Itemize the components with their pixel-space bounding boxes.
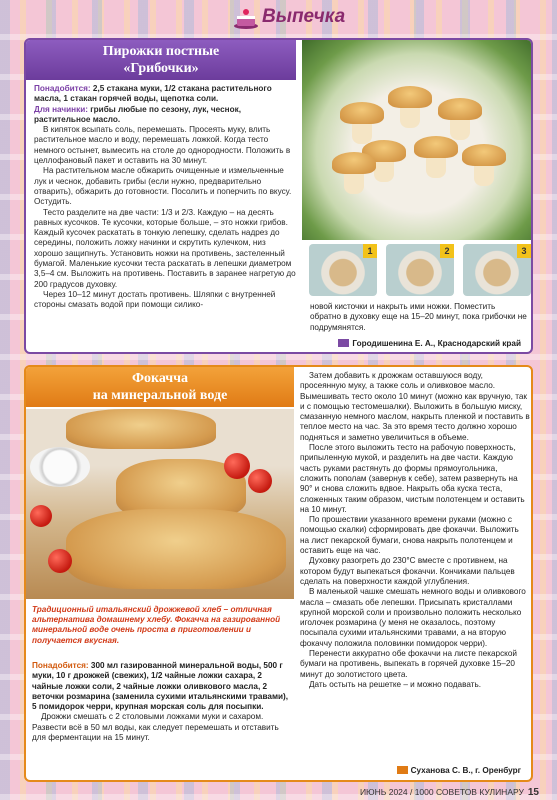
step-number: 1 (363, 244, 377, 258)
recipe2-right-body (300, 371, 530, 690)
recipe2-title-line2: на минеральной воде (92, 388, 228, 403)
recipe1-paragraph: На растительном масле обжарить очищенные и измельченные лук и чеснок, добавить грибы (если нужно, предварительно отварить), обжарить до готовности. Посолить и поперчить по вкусу. Остудить. (34, 166, 292, 207)
recipe2-paragraph: В маленькой чашке смешать немного воды и оливкового масла – смазать обе лепешки. Присыпать кристаллами крупной морской соли и произвольно положить несколько иголочек розмарина (у меня не оказалось, поэтому посыпала сухими итальянскими травами, а на вторую фокаччу положила половинки помидорок черри). (300, 587, 526, 648)
recipe2-paragraph: Дрожжи смешать с 2 столовыми ложками муки и сахаром. Развести всё в 50 мл воды, как следует перемешать и отставить для ферментации на 15 минут. (32, 712, 279, 743)
recipe-focaccia (24, 365, 533, 782)
mushroom-pies-photo (302, 40, 533, 240)
step-number: 3 (517, 244, 531, 258)
mail-icon (397, 766, 408, 774)
ingredients-text: 300 мл газированной минеральной воды, 500 г муки, 10 г дрожжей (свежих), 1/2 чайные ложки сахара, 2 чайные ложки соли, 2 чайные ложки оливкового масла, 2 веточки розмарина (заменила сухими итальянскими травами), 5 помидорок черри, крупная морская соль для посыпки. (32, 661, 289, 712)
recipe-mushroom-pies (24, 38, 533, 354)
recipe2-ingredients (32, 661, 290, 712)
step-photo (463, 244, 531, 296)
recipe2-paragraph: Духовку разогреть до 230°С вместе с противнем, на котором будут выпекаться фокаччи. Кончиками пальцев сделать на поверхности каждой углубления. (300, 556, 515, 586)
recipe2-lead: Традиционный итальянский дрожжевой хлеб – отличная альтернатива домашнему хлебу. Фокачча на газированной минеральной воде очень проста в приготовлении и получается вкусная. (32, 605, 281, 645)
filling-label: Для начинки: (34, 104, 88, 114)
recipe2-title (26, 367, 294, 407)
recipe1-ingredients (34, 84, 296, 105)
tomato (248, 469, 272, 493)
step-photos (309, 244, 531, 298)
focaccia-bread (66, 509, 286, 589)
page-header (0, 4, 557, 32)
recipe1-continuation: новой кисточки и накрыть ими ножки. Поместить обратно в духовку еще на 15–20 минут, пока грибочки не подрумянятся. (310, 302, 527, 332)
page-footer (360, 787, 539, 798)
recipe2-title-line1: Фокачча (131, 371, 189, 386)
recipe2-left-body (32, 661, 290, 743)
ingredients-text: 2,5 стакана муки, 1/2 стакана растительного масла, 1 стакан горячей воды, щепотка соли. (34, 84, 272, 104)
recipe1-paragraph: Тесто разделите на две части: 1/3 и 2/3. Каждую – на десять равных кусочков. Те кусочки, которые больше, – это ножки грибов. Каждый кусочек раскатать в тонкую лепешку, сделать надрез до середины, положить ложку начинки и скрутить кулечком, низ хорошо защипнуть. Установить ножки на противень, застеленный бумагой. Маленькие кусочки теста раскатать в лепешки диаметром 3,5–4 см. Выложить на противень. Поставить в заранее нагретую до 200 градусов духовку. (34, 207, 296, 289)
recipe1-paragraph: Через 10–12 минут достать противень. Шляпки с внутренней стороны смазать водой при помощи силико- (34, 289, 276, 310)
recipe2-author (397, 765, 521, 775)
filling-text: грибы любые по сезону, лук, чеснок, растительное масло. (34, 104, 241, 124)
ingredients-label: Понадобится: (32, 661, 89, 670)
author-name: Суханова С. В., г. Оренбург (410, 766, 521, 775)
focaccia-photo (26, 409, 294, 599)
cake-icon (232, 6, 260, 30)
recipe1-filling (34, 105, 296, 126)
tomato (224, 453, 250, 479)
step-photo (309, 244, 377, 296)
salt-bowl (30, 447, 90, 487)
page-number: 15 (527, 787, 539, 798)
recipe2-paragraph: По прошествии указанного времени руками (можно с помощью скалки) сформировать две фокаччи. Выложить на лист пекарской бумаги, снова накрыть полотенцем и оставить еще на час. (300, 515, 519, 556)
step-photo (386, 244, 454, 296)
recipe2-paragraph: Перенести аккуратно обе фокаччи на листе пекарской бумаги на противень, выпекать в горячей духовке 15–20 минут до золотистого цвета. (300, 649, 517, 679)
section-title: Выпечка (262, 6, 346, 27)
focaccia-bread (66, 409, 216, 449)
recipe2-paragraph: Дать остыть на решетке – и можно подавать. (309, 679, 481, 689)
recipe1-title (26, 40, 296, 80)
tomato (30, 505, 52, 527)
author-name: Городишенина Е. А., Краснодарский край (352, 339, 521, 348)
recipe2-paragraph: После этого выложить тесто на рабочую поверхность, припыленную мукой, и разделить на две части. Каждую часть руками растянуть до формы прямоугольника, сложить пополам (завернув к себе), затем развернуть на 90° и снова сложить вдвое. Накрыть оба куска теста, сложенных таким образом, чистым полотенцем и оставить на 10 минут. (300, 443, 525, 514)
recipe2-paragraph: Затем добавить к дрожжам оставшуюся воду, просеянную муку, а также соль и оливковое масло. Вымешивать тесто около 10 минут (можно как вручную, так и с помощью тестомешалки). Выложить в большую миску, смазанную немного маслом, накрыть пленкой и поставить в теплое место на час. За это время тесто должно хорошо подняться и заметно увеличиться в объеме. (300, 371, 530, 442)
recipe1-paragraph: В кипяток всыпать соль, перемешать. Просеять муку, влить растительное масло и воду, перемешать ложкой. Когда тесто немного остынет, вымесить на столе до однородности. Положить в целлофановый пакет и оставить на 30 минут. (34, 125, 291, 166)
recipe1-author (338, 338, 521, 348)
tomato (48, 549, 72, 573)
issue-info: ИЮНЬ 2024 / 1000 СОВЕТОВ КУЛИНАРУ (359, 787, 524, 797)
step-number: 2 (440, 244, 454, 258)
recipe1-title-line1: Пирожки постные (102, 44, 220, 59)
mail-icon (338, 339, 349, 347)
recipe1-body (34, 84, 296, 311)
recipe1-title-line2: «Грибочки» (123, 61, 199, 76)
ingredients-label: Понадобится: (34, 84, 91, 93)
